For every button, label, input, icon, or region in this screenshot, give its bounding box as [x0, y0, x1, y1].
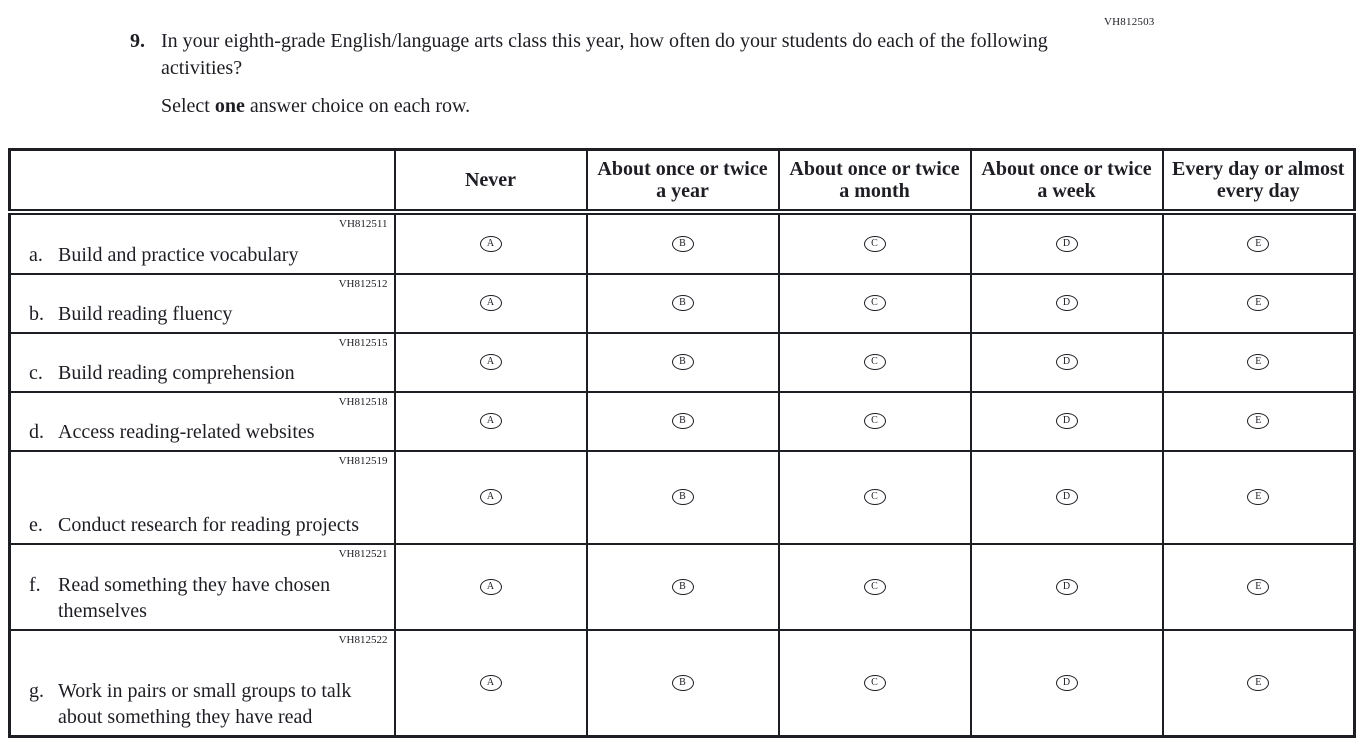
answer-bubble-e-E[interactable]: E — [1247, 489, 1269, 505]
question-block — [130, 28, 1066, 82]
answer-cell-e-D — [971, 451, 1163, 544]
answer-bubble-d-D[interactable]: D — [1056, 413, 1078, 429]
answer-cell-e-A — [395, 451, 587, 544]
row-code-b: VH812512 — [338, 277, 388, 290]
row-label-cell-d — [10, 392, 395, 451]
table-row-e — [10, 451, 1355, 544]
question-text: In your eighth-grade English/language arts class this year, how often do your students do each of the following activities? — [161, 30, 1048, 79]
answer-bubble-g-D[interactable]: D — [1056, 675, 1078, 691]
answer-cell-d-A — [395, 392, 587, 451]
answer-bubble-c-E[interactable]: E — [1247, 354, 1269, 370]
answer-bubble-f-E[interactable]: E — [1247, 579, 1269, 595]
answer-bubble-d-E[interactable]: E — [1247, 413, 1269, 429]
row-text-d: Access reading-related websites — [58, 420, 315, 443]
answer-cell-g-B — [587, 630, 779, 737]
answer-bubble-c-B[interactable]: B — [672, 354, 694, 370]
answer-cell-f-A — [395, 544, 587, 630]
row-code-e: VH812519 — [338, 454, 388, 467]
table-body — [10, 212, 1355, 737]
answer-cell-f-E — [1163, 544, 1355, 630]
answer-cell-b-E — [1163, 274, 1355, 333]
answer-bubble-b-E[interactable]: E — [1247, 295, 1269, 311]
answer-bubble-g-B[interactable]: B — [672, 675, 694, 691]
answer-cell-b-D — [971, 274, 1163, 333]
answer-cell-e-C — [779, 451, 971, 544]
row-label-cell-g — [10, 630, 395, 737]
answer-cell-d-B — [587, 392, 779, 451]
answer-cell-c-B — [587, 333, 779, 392]
header-empty-cell — [10, 150, 395, 212]
answer-cell-e-B — [587, 451, 779, 544]
answer-bubble-c-D[interactable]: D — [1056, 354, 1078, 370]
answer-bubble-a-E[interactable]: E — [1247, 236, 1269, 252]
answer-cell-a-A — [395, 212, 587, 274]
answer-bubble-d-C[interactable]: C — [864, 413, 886, 429]
table-row-g — [10, 630, 1355, 737]
answer-cell-c-D — [971, 333, 1163, 392]
table-row-c — [10, 333, 1355, 392]
answer-cell-a-E — [1163, 212, 1355, 274]
row-label-cell-b — [10, 274, 395, 333]
row-label-g — [29, 678, 390, 730]
answer-cell-a-D — [971, 212, 1163, 274]
instruction-text — [161, 95, 470, 118]
answer-bubble-g-A[interactable]: A — [480, 675, 502, 691]
row-code-c: VH812515 — [338, 336, 388, 349]
question-table — [8, 148, 1356, 738]
question-number: 9. — [130, 30, 145, 52]
answer-bubble-e-B[interactable]: B — [672, 489, 694, 505]
column-header-3: About once or twice a month — [779, 150, 971, 212]
instruction-prefix: Select — [161, 95, 215, 117]
table-row-b — [10, 274, 1355, 333]
row-letter-d: d. — [29, 420, 44, 443]
row-letter-b: b. — [29, 302, 44, 325]
row-label-b — [29, 301, 390, 327]
row-label-a — [29, 242, 390, 268]
answer-bubble-e-D[interactable]: D — [1056, 489, 1078, 505]
answer-cell-d-C — [779, 392, 971, 451]
row-text-c: Build reading comprehension — [58, 361, 295, 384]
row-label-c — [29, 360, 390, 386]
row-text-b: Build reading fluency — [58, 302, 233, 325]
row-label-cell-f — [10, 544, 395, 630]
answer-cell-f-B — [587, 544, 779, 630]
row-label-e — [29, 512, 390, 538]
row-letter-a: a. — [29, 243, 43, 266]
answer-cell-g-E — [1163, 630, 1355, 737]
row-label-f — [29, 572, 390, 624]
instruction-bold: one — [214, 95, 245, 117]
answer-cell-d-E — [1163, 392, 1355, 451]
answer-bubble-f-D[interactable]: D — [1056, 579, 1078, 595]
answer-cell-c-C — [779, 333, 971, 392]
row-text-f: Read something they have chosen themselves — [58, 573, 331, 622]
column-header-2: About once or twice a year — [587, 150, 779, 212]
row-code-d: VH812518 — [338, 395, 388, 408]
row-text-e: Conduct research for reading projects — [58, 513, 359, 536]
answer-bubble-g-E[interactable]: E — [1247, 675, 1269, 691]
answer-bubble-f-C[interactable]: C — [864, 579, 886, 595]
answer-cell-a-B — [587, 212, 779, 274]
row-text-a: Build and practice vocabulary — [58, 243, 299, 266]
answer-cell-c-A — [395, 333, 587, 392]
answer-cell-b-A — [395, 274, 587, 333]
row-code-f: VH812521 — [338, 547, 388, 560]
row-label-cell-e — [10, 451, 395, 544]
answer-bubble-f-B[interactable]: B — [672, 579, 694, 595]
answer-cell-g-D — [971, 630, 1163, 737]
answer-cell-b-C — [779, 274, 971, 333]
answer-bubble-d-B[interactable]: B — [672, 413, 694, 429]
column-header-5: Every day or almost every day — [1163, 150, 1355, 212]
answer-bubble-c-A[interactable]: A — [480, 354, 502, 370]
answer-cell-c-E — [1163, 333, 1355, 392]
table-row-d — [10, 392, 1355, 451]
answer-bubble-c-C[interactable]: C — [864, 354, 886, 370]
answer-cell-e-E — [1163, 451, 1355, 544]
answer-bubble-e-C[interactable]: C — [864, 489, 886, 505]
header-row — [10, 150, 1355, 212]
answer-cell-f-C — [779, 544, 971, 630]
answer-bubble-b-A[interactable]: A — [480, 295, 502, 311]
row-code-g: VH812522 — [338, 633, 388, 646]
answer-cell-f-D — [971, 544, 1163, 630]
answer-bubble-a-B[interactable]: B — [672, 236, 694, 252]
answer-bubble-g-C[interactable]: C — [864, 675, 886, 691]
answer-bubble-b-D[interactable]: D — [1056, 295, 1078, 311]
answer-cell-g-C — [779, 630, 971, 737]
answer-bubble-d-A[interactable]: A — [480, 413, 502, 429]
row-text-g: Work in pairs or small groups to talk about something they have read — [58, 680, 352, 728]
instruction-suffix: answer choice on each row. — [244, 95, 471, 117]
table-row-f — [10, 544, 1355, 630]
answer-cell-a-C — [779, 212, 971, 274]
row-letter-g: g. — [29, 680, 44, 702]
answer-bubble-a-D[interactable]: D — [1056, 236, 1078, 252]
column-header-1: Never — [395, 150, 587, 212]
table-row-a — [10, 212, 1355, 274]
column-header-4: About once or twice a week — [971, 150, 1163, 212]
answer-bubble-b-C[interactable]: C — [864, 295, 886, 311]
answer-cell-d-D — [971, 392, 1163, 451]
row-letter-f: f. — [29, 573, 41, 596]
row-label-cell-c — [10, 333, 395, 392]
row-code-a: VH812511 — [339, 217, 388, 230]
row-letter-c: c. — [29, 361, 43, 384]
answer-bubble-a-C[interactable]: C — [864, 236, 886, 252]
answer-bubble-e-A[interactable]: A — [480, 489, 502, 505]
row-letter-e: e. — [29, 513, 43, 536]
form-code: VH812503 — [1104, 16, 1155, 28]
row-label-d — [29, 419, 390, 445]
answer-bubble-f-A[interactable]: A — [480, 579, 502, 595]
answer-bubble-a-A[interactable]: A — [480, 236, 502, 252]
answer-cell-b-B — [587, 274, 779, 333]
answer-bubble-b-B[interactable]: B — [672, 295, 694, 311]
row-label-cell-a — [10, 212, 395, 274]
answer-cell-g-A — [395, 630, 587, 737]
